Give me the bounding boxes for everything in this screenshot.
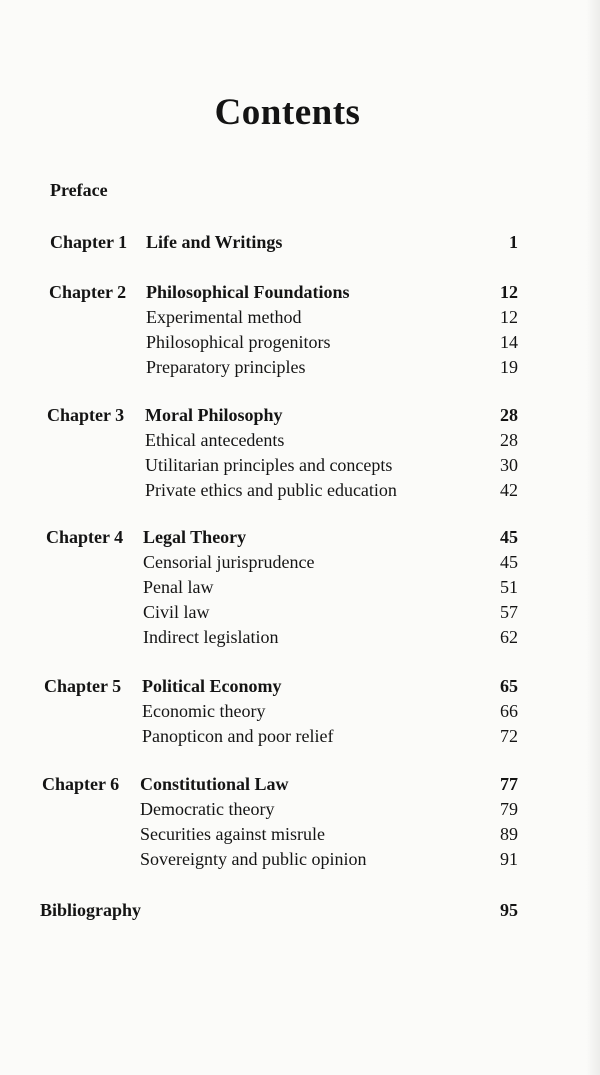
- section-title: Securities against misrule: [140, 824, 325, 844]
- chapter-2-heading-row: [0, 280, 600, 305]
- section-page: 72: [500, 726, 518, 746]
- section-page: 51: [500, 577, 518, 597]
- chapter-6-title: Constitutional Law: [140, 774, 289, 794]
- section-page: 91: [500, 849, 518, 869]
- chapter-5-heading-row: [0, 674, 600, 699]
- chapter-3-page: 28: [500, 405, 518, 425]
- chapter-6-entry: [0, 772, 600, 872]
- section-title: Penal law: [143, 577, 214, 597]
- bibliography-row: [0, 898, 600, 923]
- bibliography-label: Bibliography: [40, 900, 142, 920]
- section-title: Indirect legislation: [143, 627, 279, 647]
- chapter-3-heading-row: [0, 403, 600, 428]
- chapter-3-entry: [0, 403, 600, 503]
- section-page: 89: [500, 824, 518, 844]
- bibliography-entry: [0, 898, 600, 923]
- chapter-6-heading-row: [0, 772, 600, 797]
- chapter-1-entry: [0, 230, 600, 255]
- section-title: Civil law: [143, 602, 210, 622]
- section-row: [0, 355, 600, 380]
- section-page: 14: [500, 332, 518, 352]
- section-title: Philosophical progenitors: [146, 332, 331, 352]
- section-page: 30: [500, 455, 518, 475]
- section-title: Sovereignty and public opinion: [140, 849, 367, 869]
- section-title: Utilitarian principles and concepts: [145, 455, 393, 475]
- section-page: 28: [500, 430, 518, 450]
- section-title: Experimental method: [146, 307, 302, 327]
- chapter-4-heading-row: [0, 525, 600, 550]
- section-title: Panopticon and poor relief: [142, 726, 334, 746]
- preface-entry: Preface: [50, 180, 108, 200]
- section-title: Ethical antecedents: [145, 430, 285, 450]
- chapter-2-label: Chapter 2: [49, 282, 127, 302]
- section-title: Economic theory: [142, 701, 266, 721]
- section-title: Preparatory principles: [146, 357, 306, 377]
- section-row: [0, 600, 600, 625]
- section-page: 66: [500, 701, 518, 721]
- section-page: 12: [500, 307, 518, 327]
- chapter-3-label: Chapter 3: [47, 405, 125, 425]
- chapter-5-entry: [0, 674, 600, 749]
- chapter-1-label: Chapter 1: [50, 232, 128, 252]
- section-row: [0, 822, 600, 847]
- section-title: Censorial jurisprudence: [143, 552, 315, 572]
- section-row: [0, 699, 600, 724]
- section-row: [0, 847, 600, 872]
- chapter-2-title: Philosophical Foundations: [146, 282, 350, 302]
- chapter-1-page: 1: [509, 232, 518, 252]
- section-row: [0, 724, 600, 749]
- section-row: [0, 428, 600, 453]
- section-row: [0, 625, 600, 650]
- section-page: 45: [500, 552, 518, 572]
- section-row: [0, 550, 600, 575]
- section-row: [0, 453, 600, 478]
- section-page: 42: [500, 480, 518, 500]
- chapter-5-label: Chapter 5: [44, 676, 122, 696]
- section-page: 79: [500, 799, 518, 819]
- chapter-6-page: 77: [500, 774, 518, 794]
- chapter-4-title: Legal Theory: [143, 527, 247, 547]
- chapter-5-title: Political Economy: [142, 676, 282, 696]
- chapter-4-page: 45: [500, 527, 518, 547]
- section-row: [0, 305, 600, 330]
- chapter-1-title: Life and Writings: [146, 232, 283, 252]
- section-row: [0, 478, 600, 503]
- section-page: 62: [500, 627, 518, 647]
- chapter-2-entry: [0, 280, 600, 380]
- section-title: Democratic theory: [140, 799, 275, 819]
- chapter-1-heading-row: [0, 230, 600, 255]
- chapter-2-page: 12: [500, 282, 518, 302]
- chapter-6-label: Chapter 6: [42, 774, 120, 794]
- chapter-4-entry: [0, 525, 600, 650]
- section-row: [0, 330, 600, 355]
- section-row: [0, 575, 600, 600]
- chapter-5-page: 65: [500, 676, 518, 696]
- section-title: Private ethics and public education: [145, 480, 397, 500]
- section-row: [0, 797, 600, 822]
- section-page: 57: [500, 602, 518, 622]
- page-title: Contents: [214, 92, 361, 133]
- section-page: 19: [500, 357, 518, 377]
- bibliography-page: 95: [500, 900, 518, 920]
- chapter-4-label: Chapter 4: [46, 527, 124, 547]
- chapter-3-title: Moral Philosophy: [145, 405, 283, 425]
